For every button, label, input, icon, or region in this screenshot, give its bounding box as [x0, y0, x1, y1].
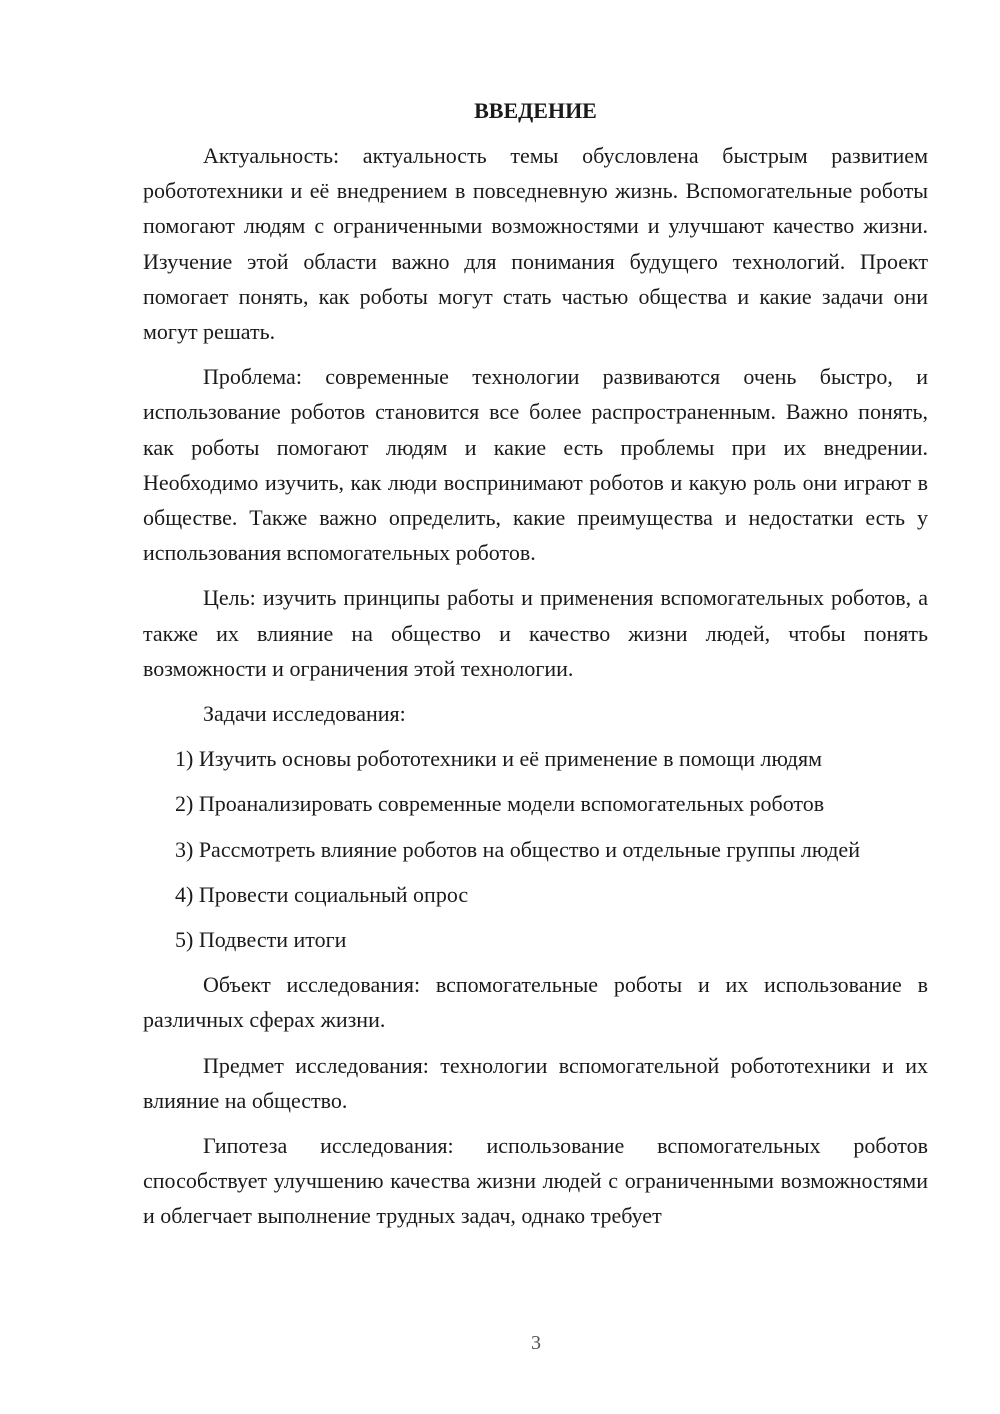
subject-paragraph: Предмет исследования: технологии вспомогательной робототехники и их влияние на общество.: [143, 1052, 928, 1113]
task-item-4: 4) Провести социальный опрос: [175, 881, 469, 907]
task-item-3: 3) Рассмотреть влияние роботов на общество и отдельные группы людей: [175, 836, 860, 862]
problem-paragraph: Проблема: современные технологии развиваются очень быстро, и использование роботов становится все более распространенным. Важно понять, как роботы помогают людям и какие есть проблемы при их внедрении. Необходимо изучить, как люди воспринимают роботов и какую роль они играют в обществе. Также важно определить, какие преимущества и недостатки есть у использования вспомогательных роботов.: [143, 364, 928, 566]
task-item-1: 1) Изучить основы робототехники и её применение в помощи людям: [175, 746, 823, 772]
tasks-title: Задачи исследования:: [203, 701, 406, 727]
section-heading: ВВЕДЕНИЕ: [474, 98, 597, 123]
document-page: [143, 93, 928, 1234]
task-item-2: 2) Проанализировать современные модели вспомогательных роботов: [175, 791, 825, 817]
task-item-5: 5) Подвести итоги: [175, 927, 347, 953]
goal-paragraph: Цель: изучить принципы работы и применения вспомогательных роботов, а также их влияние на общество и качество жизни людей, чтобы понять возможности и ограничения этой технологии.: [143, 585, 928, 681]
relevance-paragraph: Актуальность: актуальность темы обусловлена быстрым развитием робототехники и её внедрением в повседневную жизнь. Вспомогательные роботы помогают людям с ограниченными возможностями и улучшают качество жизни. Изучение этой области важно для понимания будущего технологий. Проект помогает понять, как роботы могут стать частью общества и какие задачи они могут решать.: [143, 143, 928, 345]
page-number: 3: [531, 1332, 541, 1354]
hypothesis-paragraph: Гипотеза исследования: использование вспомогательных роботов способствует улучшению качества жизни людей с ограниченными возможностями и облегчает выполнение трудных задач, однако требует: [143, 1133, 928, 1229]
object-paragraph: Объект исследования: вспомогательные роботы и их использование в различных сферах жизни.: [143, 972, 928, 1033]
